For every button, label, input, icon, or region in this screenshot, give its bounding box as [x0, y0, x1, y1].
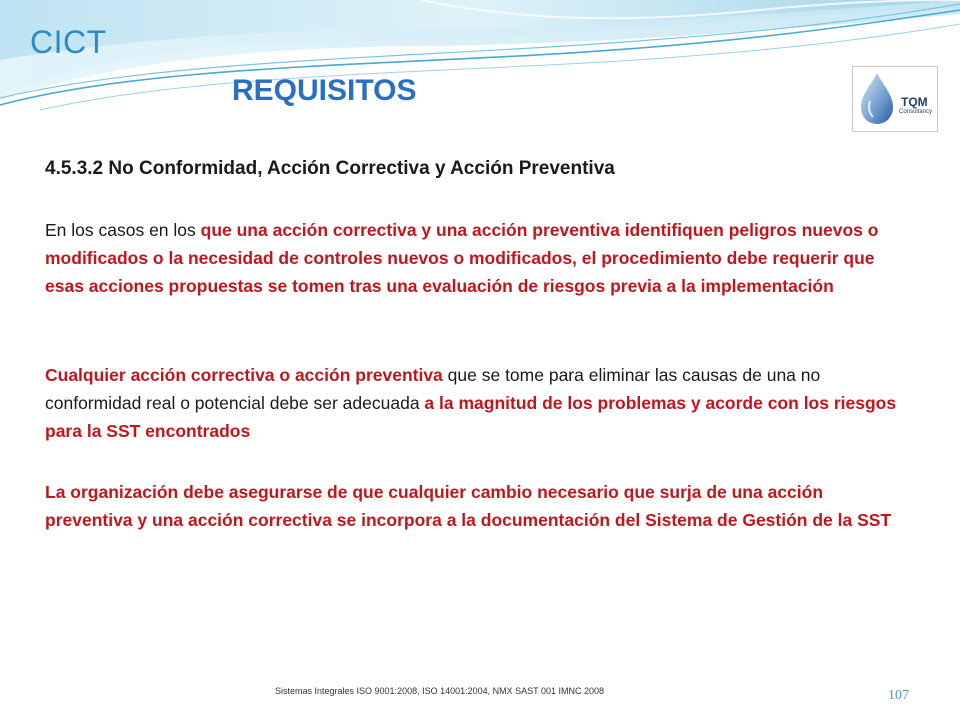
paragraph-1-highlight: que una acción correctiva y una acción preventiva identifiquen peligros nuevos o modificados o la necesidad de controles nuevos o modificados, el procedimiento debe requerir que esas acciones propuestas se tomen tras una evaluación de riesgos previa a la implementación: [45, 220, 879, 296]
page-heading: REQUISITOS: [232, 74, 417, 107]
footer-text: Sistemas Integrales ISO 9001:2008, ISO 14001:2004, NMX SAST 001 IMNC 2008: [275, 686, 605, 696]
paragraph-3-highlight: La organización debe asegurarse de que cualquier cambio necesario que surja de una acción preventiva y una acción correctiva se incorpora a la documentación del Sistema de Gestión de la SST: [45, 482, 892, 530]
paragraph-1-intro: En los casos en los: [45, 220, 201, 240]
paragraph-2-text: que se tome para eliminar las causas de una no conformidad real o potencial debe ser adecuada: [45, 365, 821, 413]
logo-text: TQM: [901, 95, 928, 109]
tqm-logo: [852, 66, 938, 132]
logo-subtext: Consultancy: [899, 109, 933, 115]
paragraph-1: [45, 216, 915, 300]
paragraph-2: [45, 361, 915, 445]
header-swoosh-decoration: [0, 0, 960, 110]
paragraph-2-highlight-2: a la magnitud de los problemas y acorde con los riesgos para la SST encontrados: [45, 393, 897, 441]
paragraph-3: [45, 478, 915, 534]
page-number: 107: [888, 688, 909, 703]
paragraph-2-highlight-1: Cualquier acción correctiva o acción preventiva: [45, 365, 443, 385]
brand-title: CICT: [30, 24, 107, 60]
section-title: 4.5.3.2 No Conformidad, Acción Correctiva y Acción Preventiva: [45, 158, 615, 179]
